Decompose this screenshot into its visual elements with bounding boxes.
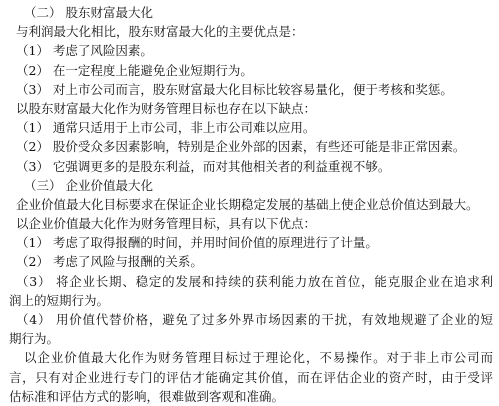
paragraph-line: 言，只有对企业进行专门的评估才能确定其价值，而在评估企业的资产时，由于受评 — [9, 369, 493, 385]
advantage-item-4-continuation: 期行为。 — [9, 331, 60, 347]
advantage-item-4: （4） 用价值代替价格，避免了过多外界市场因素的干扰，有效地规避了企业的短 — [16, 312, 493, 327]
paragraph-line: 估标准和评估方式的影响，很难做到客观和准确。 — [9, 388, 285, 404]
advantage-item-2: （2） 考虑了风险与报酬的关系。 — [16, 254, 203, 270]
advantage-item-3: （3） 将企业长期、稳定的发展和持续的获利能力放在首位，能克服企业在追求利 — [16, 273, 493, 289]
paragraph-line: 以股东财富最大化作为财务管理目标也存在以下缺点： — [16, 100, 317, 116]
section-heading-shareholder-wealth: （二） 股东财富最大化 — [24, 5, 153, 20]
advantage-item-1: （1） 考虑了取得报酬的时间，并用时间价值的原理进行了计量。 — [16, 235, 378, 251]
advantage-item-3-continuation: 润上的短期行为。 — [9, 292, 110, 308]
paragraph-line: 以企业价值最大化作为财务管理目标，具有以下优点： — [16, 216, 317, 232]
advantage-item-3: （3） 对上市公司而言，股东财富最大化目标比较容易量化，便于考核和奖惩。 — [16, 81, 453, 97]
disadvantage-item-3: （3） 它强调更多的是股东利益，而对其他相关者的利益重视不够。 — [16, 158, 391, 174]
disadvantage-item-2: （2） 股价受众多因素影响，特别是企业外部的因素，有些还可能是非正常因素。 — [16, 139, 466, 155]
advantage-item-1: （1） 考虑了风险因素。 — [16, 43, 153, 59]
paragraph-line: 与利润最大化相比，股东财富最大化的主要优点是： — [16, 24, 304, 40]
paragraph-line: 企业价值最大化目标要求在保证企业长期稳定发展的基础上使企业总价值达到最大。 — [16, 196, 479, 212]
section-heading-enterprise-value: （三） 企业价值最大化 — [24, 177, 153, 193]
paragraph-line: 以企业价值最大化作为财务管理目标过于理论化，不易操作。对于非上市公司而 — [24, 350, 493, 366]
disadvantage-item-1: （1） 通常只适用于上市公司，非上市公司难以应用。 — [16, 120, 316, 136]
advantage-item-2: （2） 在一定程度上能避免企业短期行为。 — [16, 62, 253, 78]
